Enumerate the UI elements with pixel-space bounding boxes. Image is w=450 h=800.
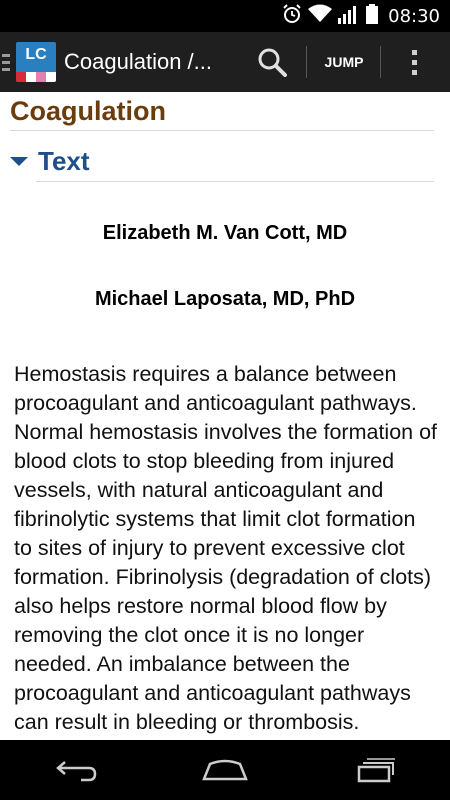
search-icon[interactable]: [252, 42, 292, 82]
status-icons: [282, 4, 378, 29]
status-time: 08:30: [388, 5, 440, 27]
overflow-menu-icon[interactable]: [396, 32, 432, 92]
wifi-icon: [308, 4, 332, 29]
author-name: Michael Laposata, MD, PhD: [94, 288, 356, 310]
section-title: Text: [38, 146, 90, 176]
drawer-icon[interactable]: [0, 32, 12, 92]
divider: [10, 130, 434, 131]
expand-arrow-icon[interactable]: [10, 157, 28, 166]
jump-button[interactable]: JUMP: [324, 54, 364, 70]
logo-text: LC: [25, 46, 47, 63]
status-bar: [0, 0, 450, 32]
recent-apps-icon[interactable]: [345, 750, 405, 790]
body-paragraph: Hemostasis requires a balance between procoagulant and anticoagulant pathways. Normal hemostasis involves the formation of blood clots to stop bleeding from injured vessels, with natural anticoagulant and fibrinolytic systems that limit clot formation to sites of injury to prevent excessive clot formation. Fibrinolysis (degradation of clots) also helps restore normal blood flow by removing the clot once it is no longer needed. An imbalance between the procoagulant and anticoagulant pathways can result in bleeding or thrombosis.: [14, 362, 438, 734]
section-header[interactable]: [10, 146, 90, 177]
divider: [36, 181, 434, 182]
action-bar-title[interactable]: Coagulation /...: [64, 49, 212, 74]
author-name: Elizabeth M. Van Cott, MD: [102, 222, 348, 244]
back-icon[interactable]: [45, 750, 105, 790]
action-bar: [0, 32, 450, 92]
chapter-title: Coagulation: [10, 96, 166, 126]
nav-bar: [0, 740, 450, 800]
action-divider: [306, 46, 307, 78]
content-area[interactable]: [0, 92, 450, 740]
alarm-icon: [282, 4, 302, 29]
home-icon[interactable]: [195, 750, 255, 790]
action-divider: [380, 46, 381, 78]
app-logo[interactable]: [16, 42, 56, 82]
battery-icon: [366, 4, 378, 29]
signal-icon: [338, 4, 360, 29]
